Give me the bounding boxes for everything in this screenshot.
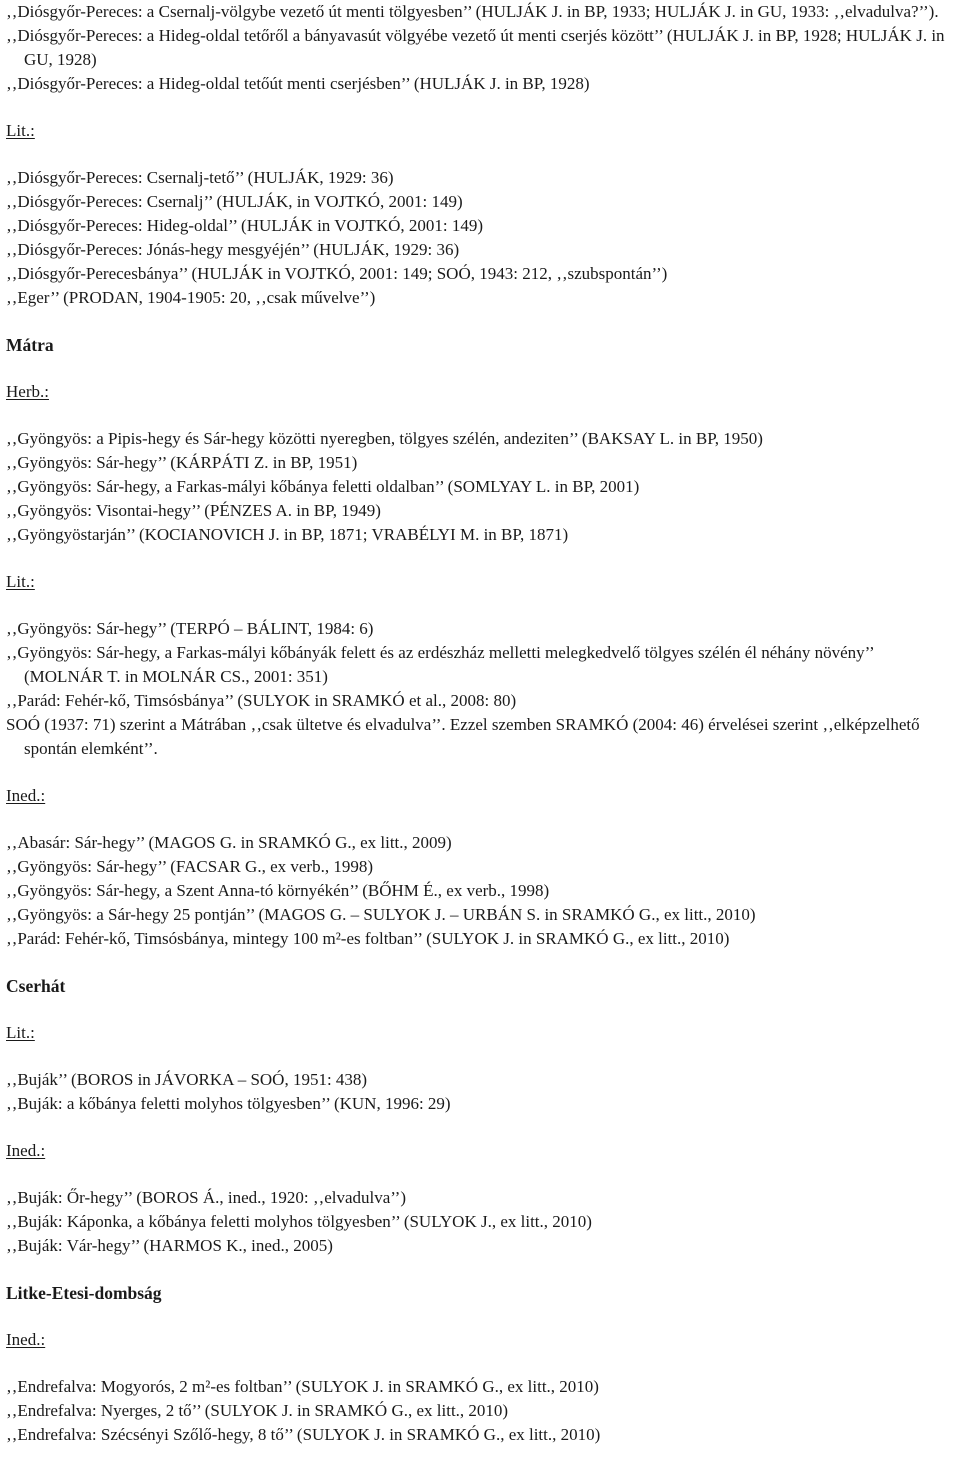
herb-label: Herb.: (6, 382, 49, 401)
litke-ined-list (6, 1375, 956, 1447)
list-item: ‚‚Parád: Fehér-kő, Timsósbánya’’ (SULYOK in SRAMKÓ et al., 2008: 80) (6, 691, 517, 710)
section-heading-matra: Mátra (6, 335, 54, 355)
lit-label: Lit.: (6, 1023, 35, 1042)
bukk-lit-list (6, 166, 956, 310)
list-item: ‚‚Endrefalva: Mogyorós, 2 m²-es foltban’’ (SULYOK J. in SRAMKÓ G., ex litt., 2010) (6, 1377, 599, 1396)
matra-herb-list (6, 427, 956, 547)
list-item: ‚‚Gyöngyös: Visontai-hegy’’ (PÉNZES A. in BP, 1949) (6, 501, 381, 520)
list-item: ‚‚Endrefalva: Szécsényi Szőlő-hegy, 8 tő’’ (SULYOK J. in SRAMKÓ G., ex litt., 2010) (6, 1425, 601, 1444)
list-item: ‚‚Gyöngyös: a Sár-hegy 25 pontján’’ (MAGOS G. – SULYOK J. – URBÁN S. in SRAMKÓ G., ex litt., 2010) (6, 905, 756, 924)
section-heading-cserhat: Cserhát (6, 976, 66, 996)
ined-label: Ined.: (6, 1141, 46, 1160)
list-item: ‚‚Abasár: Sár-hegy’’ (MAGOS G. in SRAMKÓ G., ex litt., 2009) (6, 833, 452, 852)
ined-label: Ined.: (6, 1330, 46, 1349)
list-item: ‚‚Gyöngyös: Sár-hegy’’ (KÁRPÁTI Z. in BP, 1951) (6, 453, 358, 472)
list-item: ‚‚Gyöngyöstarján’’ (KOCIANOVICH J. in BP, 1871; VRABÉLYI M. in BP, 1871) (6, 525, 569, 544)
list-item: ‚‚Parád: Fehér-kő, Timsósbánya, mintegy 100 m²-es foltban’’ (SULYOK J. in SRAMKÓ G., ex litt., 2010) (6, 929, 730, 948)
list-item: ‚‚Buják: Káponka, a kőbánya feletti molyhos tölgyesben’’ (SULYOK J., ex litt., 2010) (6, 1212, 592, 1231)
list-item: ‚‚Buják: Őr-hegy’’ (BOROS Á., ined., 1920: ‚‚elvadulva’’) (6, 1188, 406, 1207)
list-item: ‚‚Diósgyőr-Pereces: a Hideg-oldal tetőút menti cserjésben’’ (HULJÁK J. in BP, 1928) (6, 74, 590, 93)
list-item: ‚‚Gyöngyös: Sár-hegy, a Farkas-mályi kőbánya feletti oldalban’’ (SOMLYAY L. in BP, 2001) (6, 477, 640, 496)
list-item: ‚‚Diósgyőr-Pereces: Csernalj-tető’’ (HULJÁK, 1929: 36) (6, 168, 394, 187)
list-item: ‚‚Diósgyőr-Pereces: Csernalj’’ (HULJÁK, in VOJTKÓ, 2001: 149) (6, 192, 463, 211)
lit-label: Lit.: (6, 572, 35, 591)
cserhat-lit-list (6, 1068, 956, 1116)
matra-ined-list (6, 831, 956, 951)
list-item: ‚‚Eger’’ (PRODAN, 1904-1905: 20, ‚‚csak művelve’’) (6, 288, 376, 307)
list-item: ‚‚Diósgyőr-Pereces: Hideg-oldal’’ (HULJÁK in VOJTKÓ, 2001: 149) (6, 216, 483, 235)
list-item: ‚‚Buják: a kőbánya feletti molyhos tölgyesben’’ (KUN, 1996: 29) (6, 1094, 451, 1113)
list-item: ‚‚Buják: Vár-hegy’’ (HARMOS K., ined., 2005) (6, 1236, 333, 1255)
list-item: ‚‚Gyöngyös: a Pipis-hegy és Sár-hegy közötti nyeregben, tölgyes szélén, andeziten’’ (BAKSAY L. in BP, 1950) (6, 429, 763, 448)
lit-label: Lit.: (6, 121, 35, 140)
matra-lit-list (6, 617, 956, 761)
list-item: ‚‚Diósgyőr-Pereces: a Csernalj-völgybe vezető út menti tölgyesben’’ (HULJÁK J. in BP, 1933; HULJÁK J. in GU, 1933: ‚‚elvadulva?’’). (6, 2, 939, 21)
list-item: ‚‚Diósgyőr-Perecesbánya’’ (HULJÁK in VOJTKÓ, 2001: 149; SOÓ, 1943: 212, ‚‚szubspontán’’) (6, 264, 668, 283)
cserhat-ined-list (6, 1186, 956, 1258)
list-item: ‚‚Diósgyőr-Pereces: a Hideg-oldal tetőről a bányavasút völgyébe vezető út menti cserjés között’’ (HULJÁK J. in BP, 1928; HULJÁK J. in GU, 1928) (6, 26, 945, 69)
list-item: ‚‚Gyöngyös: Sár-hegy, a Szent Anna-tó környékén’’ (BŐHM É., ex verb., 1998) (6, 881, 550, 900)
list-item: ‚‚Buják’’ (BOROS in JÁVORKA – SOÓ, 1951: 438) (6, 1070, 368, 1089)
list-item: ‚‚Gyöngyös: Sár-hegy, a Farkas-mályi kőbányák felett és az erdészház melletti melegkedvelő tölgyes szélén él néhány növény’’ (MOLNÁR T. in MOLNÁR CS., 2001: 351) (6, 643, 874, 686)
top-entries (6, 0, 956, 96)
list-item: ‚‚Diósgyőr-Pereces: Jónás-hegy mesgyéjén’’ (HULJÁK, 1929: 36) (6, 240, 460, 259)
list-item: ‚‚Gyöngyös: Sár-hegy’’ (FACSAR G., ex verb., 1998) (6, 857, 373, 876)
ined-label: Ined.: (6, 786, 46, 805)
section-heading-litke: Litke-Etesi-dombság (6, 1283, 162, 1303)
list-item: SOÓ (1937: 71) szerint a Mátrában ‚‚csak ültetve és elvadulva’’. Ezzel szemben SRAMKÓ (2004: 46) érvelései szerint ‚‚elképzelhető spontán elemként’’. (6, 715, 920, 758)
list-item: ‚‚Endrefalva: Nyerges, 2 tő’’ (SULYOK J. in SRAMKÓ G., ex litt., 2010) (6, 1401, 509, 1420)
list-item: ‚‚Gyöngyös: Sár-hegy’’ (TERPÓ – BÁLINT, 1984: 6) (6, 619, 374, 638)
